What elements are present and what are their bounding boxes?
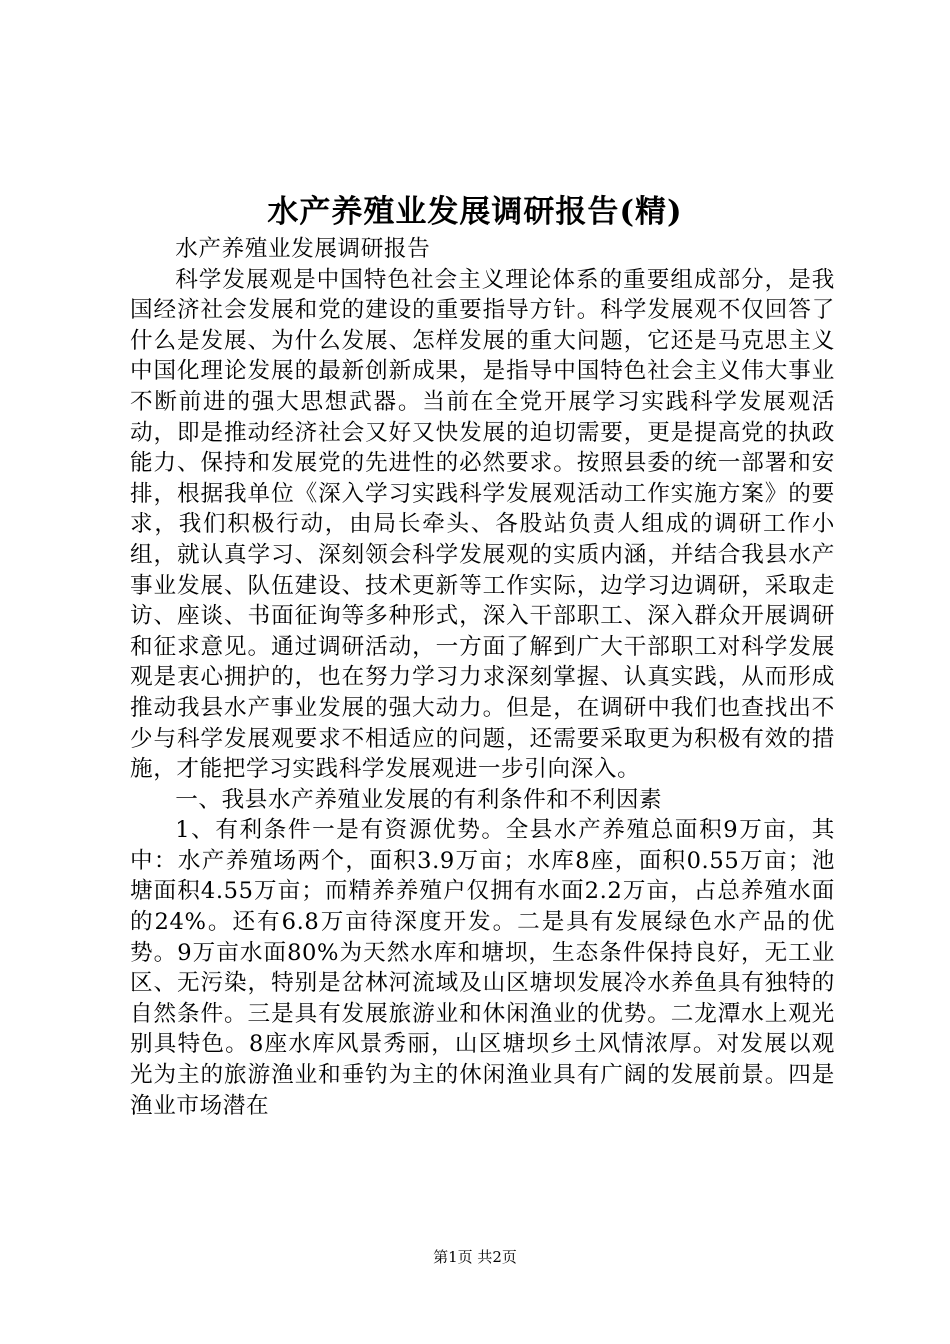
- document-title: 水产养殖业发展调研报告(精): [267, 194, 683, 230]
- paragraph-advantages: 1、有利条件一是有资源优势。全县水产养殖总面积9万亩，其中：水产养殖场两个，面积3.9万亩；水库8座，面积0.55万亩；池塘面积4.55万亩；而精养养殖户仅拥有水面2.2万亩，占总养殖水面的24%。还有6.8万亩待深度开发。二是具有发展绿色水产品的优势。9万亩水面80%为天然水库和塘坝，生态条件保持良好，无工业区、无污染，特别是岔林河流域及山区塘坝发展冷水养鱼具有独特的自然条件。三是具有发展旅游业和休闲渔业的优势。二龙潭水上观光别具特色。8座水库风景秀丽，山区塘坝乡土风情浓厚。对发展以观光为主的旅游渔业和垂钓为主的休闲渔业具有广阔的发展前景。四是渔业市场潜在: [130, 817, 835, 1119]
- section-heading: 一、我县水产养殖业发展的有利条件和不利因素: [175, 786, 663, 813]
- page-footer: 第1页 共2页: [433, 1248, 517, 1266]
- paragraph-subtitle: 水产养殖业发展调研报告: [175, 236, 431, 262]
- document-body: [130, 234, 835, 1121]
- paragraph-intro: 科学发展观是中国特色社会主义理论体系的重要组成部分，是我国经济社会发展和党的建设的重要指导方针。科学发展观不仅回答了什么是发展、为什么发展、怎样发展的重大问题，它还是马克思主义中国化理论发展的最新创新成果，是指导中国特色社会主义伟大事业不断前进的强大思想武器。当前在全党开展学习实践科学发展观活动，即是推动经济社会又好又快发展的迫切需要，更是提高党的执政能力、保持和发展党的先进性的必然要求。按照县委的统一部署和安排，根据我单位《深入学习实践科学发展观活动工作实施方案》的要求，我们积极行动，由局长牵头、各股站负责人组成的调研工作小组，就认真学习、深刻领会科学发展观的实质内涵，并结合我县水产事业发展、队伍建设、技术更新等工作实际，边学习边调研，采取走访、座谈、书面征询等多种形式，深入干部职工、深入群众开展调研和征求意见。通过调研活动，一方面了解到广大干部职工对科学发展观是衷心拥护的，也在努力学习力求深刻掌握、认真实践，从而形成推动我县水产事业发展的强大动力。但是，在调研中我们也查找出不少与科学发展观要求不相适应的问题，还需要采取更为积极有效的措施，才能把学习实践科学发展观进一步引向深入。: [130, 266, 835, 783]
